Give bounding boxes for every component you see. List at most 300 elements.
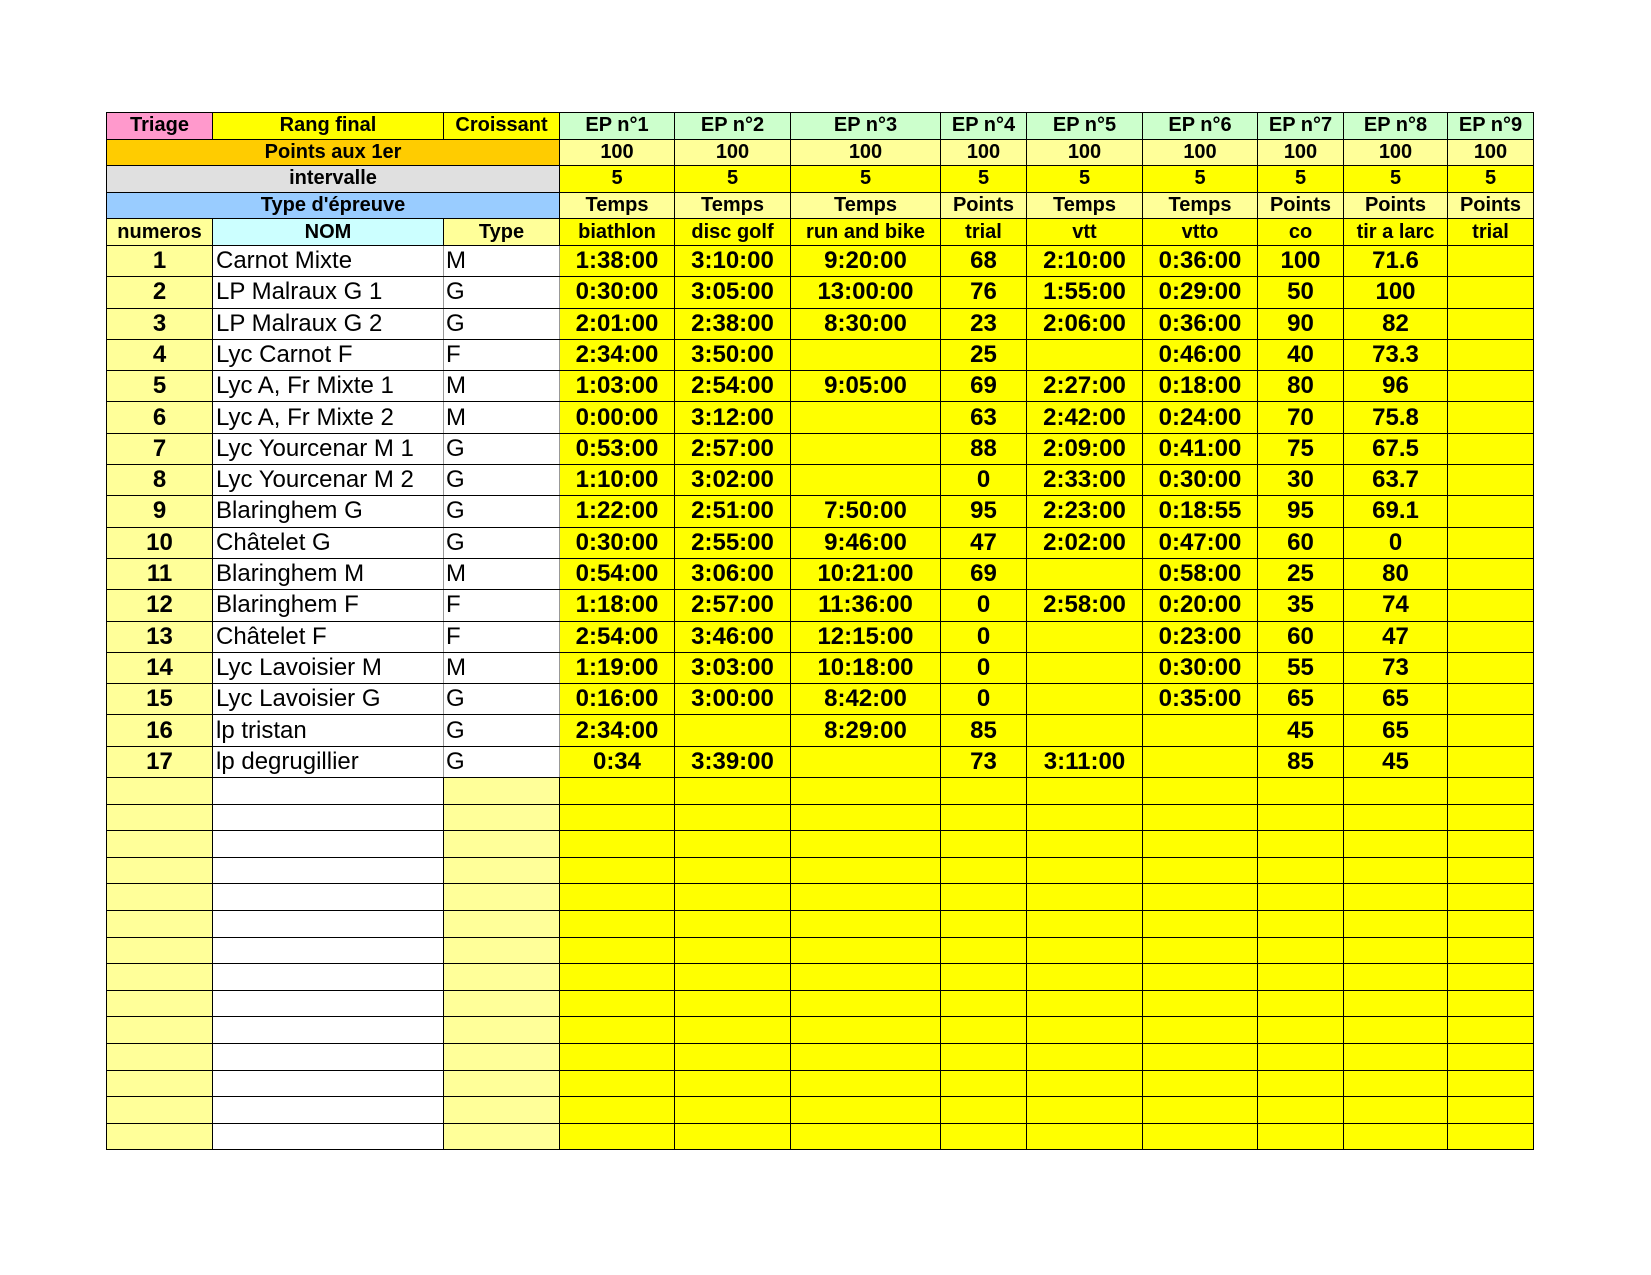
- row-number-cell[interactable]: 12: [107, 590, 213, 621]
- empty-cell[interactable]: [1143, 778, 1258, 805]
- team-name-cell[interactable]: Lyc A, Fr Mixte 1: [213, 371, 444, 402]
- team-type-cell[interactable]: G: [444, 308, 560, 339]
- result-cell[interactable]: 88: [941, 433, 1027, 464]
- empty-cell[interactable]: [1448, 910, 1534, 937]
- event-kind[interactable]: Points: [941, 192, 1027, 219]
- event-kind[interactable]: Temps: [560, 192, 675, 219]
- result-cell[interactable]: 2:38:00: [675, 308, 791, 339]
- empty-cell[interactable]: [1258, 1070, 1344, 1097]
- event-kind[interactable]: Points: [1448, 192, 1534, 219]
- empty-cell[interactable]: [1258, 884, 1344, 911]
- empty-cell[interactable]: [444, 1070, 560, 1097]
- empty-cell[interactable]: [560, 831, 675, 858]
- result-cell[interactable]: [1448, 339, 1534, 370]
- result-cell[interactable]: 0:36:00: [1143, 245, 1258, 276]
- result-cell[interactable]: 76: [941, 277, 1027, 308]
- empty-cell[interactable]: [444, 1123, 560, 1150]
- result-cell[interactable]: 2:57:00: [675, 590, 791, 621]
- result-cell[interactable]: 1:55:00: [1027, 277, 1143, 308]
- result-cell[interactable]: [791, 433, 941, 464]
- result-cell[interactable]: 9:46:00: [791, 527, 941, 558]
- empty-cell[interactable]: [675, 1043, 791, 1070]
- team-type-cell[interactable]: G: [444, 433, 560, 464]
- empty-cell[interactable]: [791, 1097, 941, 1124]
- empty-cell[interactable]: [1258, 1017, 1344, 1044]
- empty-cell[interactable]: [791, 831, 941, 858]
- empty-cell[interactable]: [791, 884, 941, 911]
- event-sport[interactable]: trial: [1448, 219, 1534, 246]
- result-cell[interactable]: 73: [941, 746, 1027, 777]
- result-cell[interactable]: 0:18:55: [1143, 496, 1258, 527]
- result-cell[interactable]: 0:58:00: [1143, 558, 1258, 589]
- empty-cell[interactable]: [941, 1070, 1027, 1097]
- result-cell[interactable]: 95: [941, 496, 1027, 527]
- empty-cell[interactable]: [675, 778, 791, 805]
- result-cell[interactable]: 75.8: [1344, 402, 1448, 433]
- team-name-cell[interactable]: Châtelet G: [213, 527, 444, 558]
- result-cell[interactable]: 3:05:00: [675, 277, 791, 308]
- empty-cell[interactable]: [213, 1017, 444, 1044]
- empty-cell[interactable]: [675, 910, 791, 937]
- result-cell[interactable]: [1448, 402, 1534, 433]
- empty-cell[interactable]: [1027, 910, 1143, 937]
- event-interval[interactable]: 5: [791, 166, 941, 193]
- team-name-cell[interactable]: LP Malraux G 2: [213, 308, 444, 339]
- empty-cell[interactable]: [213, 831, 444, 858]
- empty-cell[interactable]: [1448, 857, 1534, 884]
- team-type-cell[interactable]: M: [444, 652, 560, 683]
- team-type-cell[interactable]: G: [444, 715, 560, 746]
- result-cell[interactable]: 65: [1344, 684, 1448, 715]
- result-cell[interactable]: 73: [1344, 652, 1448, 683]
- empty-cell[interactable]: [213, 937, 444, 964]
- team-name-cell[interactable]: Lyc Lavoisier G: [213, 684, 444, 715]
- result-cell[interactable]: 47: [1344, 621, 1448, 652]
- result-cell[interactable]: 2:51:00: [675, 496, 791, 527]
- empty-cell[interactable]: [560, 1017, 675, 1044]
- result-cell[interactable]: 0:16:00: [560, 684, 675, 715]
- empty-cell[interactable]: [1027, 831, 1143, 858]
- empty-cell[interactable]: [1344, 831, 1448, 858]
- result-cell[interactable]: 11:36:00: [791, 590, 941, 621]
- row-number-cell[interactable]: 9: [107, 496, 213, 527]
- result-cell[interactable]: 0: [941, 465, 1027, 496]
- empty-cell[interactable]: [1027, 1070, 1143, 1097]
- empty-cell[interactable]: [1448, 1097, 1534, 1124]
- event-points[interactable]: 100: [1027, 139, 1143, 166]
- result-cell[interactable]: [1448, 496, 1534, 527]
- team-type-cell[interactable]: G: [444, 465, 560, 496]
- empty-cell[interactable]: [1448, 831, 1534, 858]
- result-cell[interactable]: [791, 465, 941, 496]
- triage-cell[interactable]: Triage: [107, 113, 213, 140]
- team-type-cell[interactable]: F: [444, 590, 560, 621]
- empty-cell[interactable]: [941, 884, 1027, 911]
- result-cell[interactable]: [791, 402, 941, 433]
- result-cell[interactable]: 2:10:00: [1027, 245, 1143, 276]
- result-cell[interactable]: 3:12:00: [675, 402, 791, 433]
- result-cell[interactable]: [1448, 558, 1534, 589]
- result-cell[interactable]: 0:35:00: [1143, 684, 1258, 715]
- result-cell[interactable]: [1027, 715, 1143, 746]
- event-interval[interactable]: 5: [560, 166, 675, 193]
- result-cell[interactable]: 74: [1344, 590, 1448, 621]
- result-cell[interactable]: 0:41:00: [1143, 433, 1258, 464]
- result-cell[interactable]: 45: [1258, 715, 1344, 746]
- result-cell[interactable]: 69: [941, 558, 1027, 589]
- empty-cell[interactable]: [1143, 990, 1258, 1017]
- empty-cell[interactable]: [560, 1123, 675, 1150]
- empty-cell[interactable]: [1344, 937, 1448, 964]
- empty-cell[interactable]: [1258, 1123, 1344, 1150]
- empty-cell[interactable]: [941, 990, 1027, 1017]
- empty-cell[interactable]: [941, 778, 1027, 805]
- result-cell[interactable]: 9:05:00: [791, 371, 941, 402]
- empty-cell[interactable]: [1143, 1123, 1258, 1150]
- empty-cell[interactable]: [791, 857, 941, 884]
- row-number-cell[interactable]: 5: [107, 371, 213, 402]
- result-cell[interactable]: 85: [941, 715, 1027, 746]
- event-interval[interactable]: 5: [941, 166, 1027, 193]
- result-cell[interactable]: 0:30:00: [560, 527, 675, 558]
- empty-cell[interactable]: [560, 857, 675, 884]
- empty-cell[interactable]: [213, 910, 444, 937]
- result-cell[interactable]: 60: [1258, 527, 1344, 558]
- empty-cell[interactable]: [941, 1043, 1027, 1070]
- empty-cell[interactable]: [1344, 964, 1448, 991]
- result-cell[interactable]: 8:42:00: [791, 684, 941, 715]
- empty-cell[interactable]: [213, 964, 444, 991]
- result-cell[interactable]: 2:57:00: [675, 433, 791, 464]
- team-name-cell[interactable]: Lyc Yourcenar M 2: [213, 465, 444, 496]
- event-interval[interactable]: 5: [675, 166, 791, 193]
- empty-cell[interactable]: [1448, 964, 1534, 991]
- result-cell[interactable]: 96: [1344, 371, 1448, 402]
- empty-cell[interactable]: [791, 910, 941, 937]
- empty-cell[interactable]: [213, 1123, 444, 1150]
- event-sport[interactable]: tir a larc: [1344, 219, 1448, 246]
- result-cell[interactable]: 0:30:00: [1143, 465, 1258, 496]
- empty-cell[interactable]: [213, 778, 444, 805]
- result-cell[interactable]: [1027, 652, 1143, 683]
- row-number-cell[interactable]: 3: [107, 308, 213, 339]
- empty-cell[interactable]: [1258, 1043, 1344, 1070]
- result-cell[interactable]: 40: [1258, 339, 1344, 370]
- result-cell[interactable]: 7:50:00: [791, 496, 941, 527]
- event-sport[interactable]: run and bike: [791, 219, 941, 246]
- empty-cell[interactable]: [107, 1017, 213, 1044]
- result-cell[interactable]: 95: [1258, 496, 1344, 527]
- empty-cell[interactable]: [675, 831, 791, 858]
- empty-cell[interactable]: [1027, 964, 1143, 991]
- result-cell[interactable]: 25: [941, 339, 1027, 370]
- empty-cell[interactable]: [1344, 1043, 1448, 1070]
- empty-cell[interactable]: [941, 910, 1027, 937]
- result-cell[interactable]: 65: [1344, 715, 1448, 746]
- event-sport[interactable]: vtto: [1143, 219, 1258, 246]
- empty-cell[interactable]: [107, 937, 213, 964]
- result-cell[interactable]: 3:02:00: [675, 465, 791, 496]
- result-cell[interactable]: [675, 715, 791, 746]
- empty-cell[interactable]: [107, 1070, 213, 1097]
- result-cell[interactable]: 0: [941, 621, 1027, 652]
- empty-cell[interactable]: [560, 910, 675, 937]
- result-cell[interactable]: 1:18:00: [560, 590, 675, 621]
- team-name-cell[interactable]: Blaringhem M: [213, 558, 444, 589]
- result-cell[interactable]: 0:18:00: [1143, 371, 1258, 402]
- empty-cell[interactable]: [107, 804, 213, 831]
- empty-cell[interactable]: [791, 804, 941, 831]
- event-interval[interactable]: 5: [1344, 166, 1448, 193]
- empty-cell[interactable]: [1344, 1070, 1448, 1097]
- event-title[interactable]: EP n°1: [560, 113, 675, 140]
- empty-cell[interactable]: [1027, 1123, 1143, 1150]
- result-cell[interactable]: 9:20:00: [791, 245, 941, 276]
- row-number-cell[interactable]: 11: [107, 558, 213, 589]
- empty-cell[interactable]: [1258, 964, 1344, 991]
- event-title[interactable]: EP n°4: [941, 113, 1027, 140]
- empty-cell[interactable]: [1143, 884, 1258, 911]
- empty-cell[interactable]: [1143, 1017, 1258, 1044]
- empty-cell[interactable]: [1448, 1070, 1534, 1097]
- empty-cell[interactable]: [444, 937, 560, 964]
- event-sport[interactable]: disc golf: [675, 219, 791, 246]
- empty-cell[interactable]: [560, 1097, 675, 1124]
- type-header[interactable]: Type: [444, 219, 560, 246]
- event-points[interactable]: 100: [941, 139, 1027, 166]
- result-cell[interactable]: 0:36:00: [1143, 308, 1258, 339]
- empty-cell[interactable]: [675, 884, 791, 911]
- result-cell[interactable]: 2:34:00: [560, 715, 675, 746]
- empty-cell[interactable]: [1344, 910, 1448, 937]
- result-cell[interactable]: [1448, 465, 1534, 496]
- empty-cell[interactable]: [1143, 1070, 1258, 1097]
- result-cell[interactable]: 0:53:00: [560, 433, 675, 464]
- empty-cell[interactable]: [791, 1043, 941, 1070]
- event-kind[interactable]: Points: [1344, 192, 1448, 219]
- team-name-cell[interactable]: LP Malraux G 1: [213, 277, 444, 308]
- empty-cell[interactable]: [1143, 1043, 1258, 1070]
- empty-cell[interactable]: [444, 804, 560, 831]
- result-cell[interactable]: 63.7: [1344, 465, 1448, 496]
- team-type-cell[interactable]: G: [444, 746, 560, 777]
- empty-cell[interactable]: [560, 778, 675, 805]
- event-points[interactable]: 100: [560, 139, 675, 166]
- result-cell[interactable]: 0: [941, 590, 1027, 621]
- empty-cell[interactable]: [791, 1070, 941, 1097]
- empty-cell[interactable]: [675, 1070, 791, 1097]
- event-kind[interactable]: Temps: [1027, 192, 1143, 219]
- result-cell[interactable]: 45: [1344, 746, 1448, 777]
- result-cell[interactable]: 8:30:00: [791, 308, 941, 339]
- team-name-cell[interactable]: Lyc A, Fr Mixte 2: [213, 402, 444, 433]
- empty-cell[interactable]: [1027, 778, 1143, 805]
- team-name-cell[interactable]: lp tristan: [213, 715, 444, 746]
- result-cell[interactable]: 73.3: [1344, 339, 1448, 370]
- empty-cell[interactable]: [1344, 990, 1448, 1017]
- croissant-cell[interactable]: Croissant: [444, 113, 560, 140]
- result-cell[interactable]: 1:19:00: [560, 652, 675, 683]
- result-cell[interactable]: 10:21:00: [791, 558, 941, 589]
- empty-cell[interactable]: [791, 1017, 941, 1044]
- empty-cell[interactable]: [1258, 1097, 1344, 1124]
- empty-cell[interactable]: [1027, 857, 1143, 884]
- event-title[interactable]: EP n°2: [675, 113, 791, 140]
- result-cell[interactable]: [1448, 590, 1534, 621]
- result-cell[interactable]: [1448, 527, 1534, 558]
- result-cell[interactable]: 80: [1344, 558, 1448, 589]
- empty-cell[interactable]: [1258, 804, 1344, 831]
- intervalle-label[interactable]: intervalle: [107, 166, 560, 193]
- type-epreuve-label[interactable]: Type d'épreuve: [107, 192, 560, 219]
- empty-cell[interactable]: [444, 857, 560, 884]
- team-type-cell[interactable]: M: [444, 371, 560, 402]
- empty-cell[interactable]: [1143, 910, 1258, 937]
- team-name-cell[interactable]: lp degrugillier: [213, 746, 444, 777]
- event-sport[interactable]: co: [1258, 219, 1344, 246]
- result-cell[interactable]: 3:03:00: [675, 652, 791, 683]
- event-points[interactable]: 100: [1448, 139, 1534, 166]
- empty-cell[interactable]: [1448, 1043, 1534, 1070]
- result-cell[interactable]: 0:46:00: [1143, 339, 1258, 370]
- empty-cell[interactable]: [1143, 857, 1258, 884]
- empty-cell[interactable]: [675, 1123, 791, 1150]
- result-cell[interactable]: 70: [1258, 402, 1344, 433]
- result-cell[interactable]: 2:58:00: [1027, 590, 1143, 621]
- event-points[interactable]: 100: [675, 139, 791, 166]
- empty-cell[interactable]: [107, 990, 213, 1017]
- empty-cell[interactable]: [213, 990, 444, 1017]
- empty-cell[interactable]: [1448, 804, 1534, 831]
- empty-cell[interactable]: [444, 778, 560, 805]
- empty-cell[interactable]: [941, 831, 1027, 858]
- result-cell[interactable]: [1027, 621, 1143, 652]
- empty-cell[interactable]: [213, 1097, 444, 1124]
- empty-cell[interactable]: [107, 1097, 213, 1124]
- empty-cell[interactable]: [560, 937, 675, 964]
- result-cell[interactable]: 67.5: [1344, 433, 1448, 464]
- empty-cell[interactable]: [560, 1070, 675, 1097]
- result-cell[interactable]: 0:47:00: [1143, 527, 1258, 558]
- empty-cell[interactable]: [941, 1123, 1027, 1150]
- team-type-cell[interactable]: M: [444, 558, 560, 589]
- empty-cell[interactable]: [107, 1043, 213, 1070]
- empty-cell[interactable]: [107, 857, 213, 884]
- empty-cell[interactable]: [1143, 804, 1258, 831]
- team-type-cell[interactable]: G: [444, 684, 560, 715]
- result-cell[interactable]: 1:22:00: [560, 496, 675, 527]
- result-cell[interactable]: 90: [1258, 308, 1344, 339]
- event-title[interactable]: EP n°6: [1143, 113, 1258, 140]
- result-cell[interactable]: 2:33:00: [1027, 465, 1143, 496]
- result-cell[interactable]: 2:54:00: [560, 621, 675, 652]
- result-cell[interactable]: 82: [1344, 308, 1448, 339]
- row-number-cell[interactable]: 7: [107, 433, 213, 464]
- team-name-cell[interactable]: Blaringhem F: [213, 590, 444, 621]
- empty-cell[interactable]: [444, 884, 560, 911]
- row-number-cell[interactable]: 4: [107, 339, 213, 370]
- empty-cell[interactable]: [444, 1097, 560, 1124]
- event-points[interactable]: 100: [1143, 139, 1258, 166]
- row-number-cell[interactable]: 2: [107, 277, 213, 308]
- rang-final-cell[interactable]: Rang final: [213, 113, 444, 140]
- result-cell[interactable]: [1448, 684, 1534, 715]
- empty-cell[interactable]: [1448, 778, 1534, 805]
- result-cell[interactable]: [1448, 746, 1534, 777]
- result-cell[interactable]: [1448, 433, 1534, 464]
- result-cell[interactable]: 10:18:00: [791, 652, 941, 683]
- empty-cell[interactable]: [941, 857, 1027, 884]
- empty-cell[interactable]: [213, 857, 444, 884]
- empty-cell[interactable]: [1448, 990, 1534, 1017]
- row-number-cell[interactable]: 15: [107, 684, 213, 715]
- result-cell[interactable]: 3:11:00: [1027, 746, 1143, 777]
- event-kind[interactable]: Points: [1258, 192, 1344, 219]
- empty-cell[interactable]: [560, 1043, 675, 1070]
- team-name-cell[interactable]: Lyc Carnot F: [213, 339, 444, 370]
- result-cell[interactable]: 35: [1258, 590, 1344, 621]
- event-title[interactable]: EP n°9: [1448, 113, 1534, 140]
- result-cell[interactable]: 85: [1258, 746, 1344, 777]
- team-type-cell[interactable]: F: [444, 621, 560, 652]
- result-cell[interactable]: 3:39:00: [675, 746, 791, 777]
- empty-cell[interactable]: [444, 1043, 560, 1070]
- empty-cell[interactable]: [107, 831, 213, 858]
- result-cell[interactable]: 3:50:00: [675, 339, 791, 370]
- result-cell[interactable]: 71.6: [1344, 245, 1448, 276]
- empty-cell[interactable]: [941, 804, 1027, 831]
- result-cell[interactable]: 69: [941, 371, 1027, 402]
- team-type-cell[interactable]: G: [444, 277, 560, 308]
- result-cell[interactable]: 1:38:00: [560, 245, 675, 276]
- event-sport[interactable]: trial: [941, 219, 1027, 246]
- result-cell[interactable]: 2:06:00: [1027, 308, 1143, 339]
- points-aux-1er-label[interactable]: Points aux 1er: [107, 139, 560, 166]
- result-cell[interactable]: 2:34:00: [560, 339, 675, 370]
- result-cell[interactable]: [791, 339, 941, 370]
- team-type-cell[interactable]: G: [444, 527, 560, 558]
- empty-cell[interactable]: [1258, 831, 1344, 858]
- empty-cell[interactable]: [675, 990, 791, 1017]
- result-cell[interactable]: 0: [941, 684, 1027, 715]
- empty-cell[interactable]: [1344, 1017, 1448, 1044]
- result-cell[interactable]: 12:15:00: [791, 621, 941, 652]
- empty-cell[interactable]: [1027, 1017, 1143, 1044]
- result-cell[interactable]: 2:55:00: [675, 527, 791, 558]
- result-cell[interactable]: 3:46:00: [675, 621, 791, 652]
- empty-cell[interactable]: [1258, 857, 1344, 884]
- team-type-cell[interactable]: M: [444, 245, 560, 276]
- result-cell[interactable]: 3:10:00: [675, 245, 791, 276]
- result-cell[interactable]: 2:54:00: [675, 371, 791, 402]
- result-cell[interactable]: [1027, 339, 1143, 370]
- empty-cell[interactable]: [1344, 804, 1448, 831]
- empty-cell[interactable]: [213, 1043, 444, 1070]
- event-interval[interactable]: 5: [1143, 166, 1258, 193]
- result-cell[interactable]: [1448, 652, 1534, 683]
- team-name-cell[interactable]: Châtelet F: [213, 621, 444, 652]
- row-number-cell[interactable]: 14: [107, 652, 213, 683]
- empty-cell[interactable]: [560, 990, 675, 1017]
- empty-cell[interactable]: [213, 884, 444, 911]
- result-cell[interactable]: 2:23:00: [1027, 496, 1143, 527]
- event-title[interactable]: EP n°8: [1344, 113, 1448, 140]
- result-cell[interactable]: [1143, 715, 1258, 746]
- event-title[interactable]: EP n°5: [1027, 113, 1143, 140]
- team-type-cell[interactable]: F: [444, 339, 560, 370]
- result-cell[interactable]: 1:10:00: [560, 465, 675, 496]
- empty-cell[interactable]: [107, 964, 213, 991]
